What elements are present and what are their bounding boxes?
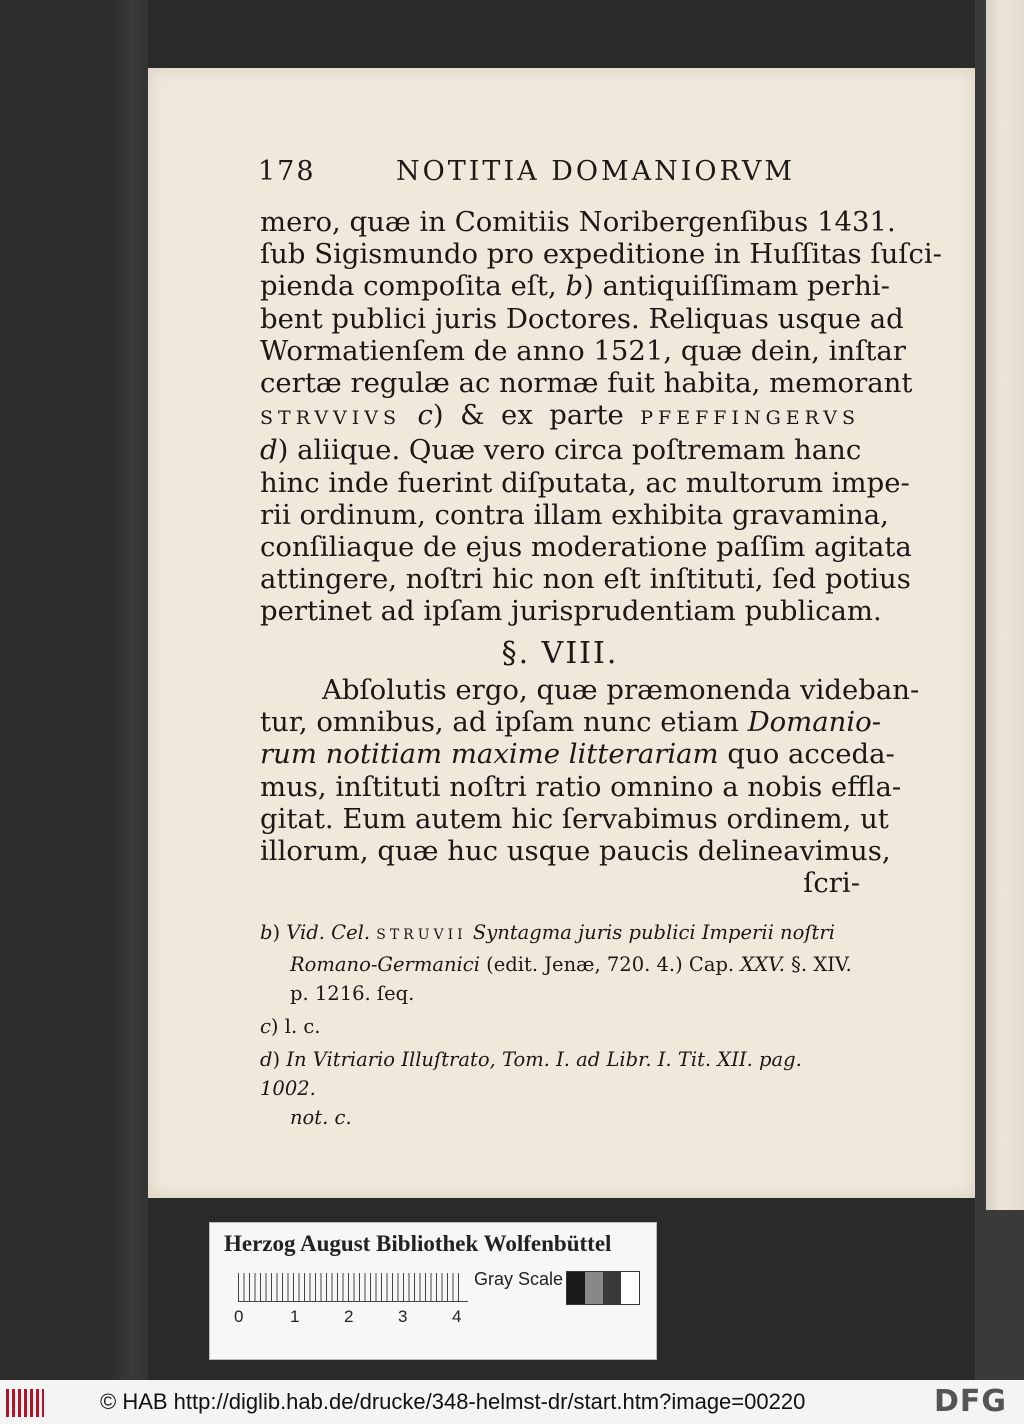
text-line: [260, 334, 906, 367]
text-line: [260, 835, 891, 868]
text-run: illorum, quæ huc usque paucis delineavimus,: [260, 835, 891, 868]
text-run: tur, omnibus, ad ipſam nunc etiam: [260, 706, 748, 739]
text-run: ) l. c.: [270, 1015, 321, 1038]
gray-swatch: [585, 1272, 603, 1304]
ruler-label: 0: [234, 1307, 244, 1326]
text-line: [260, 466, 910, 499]
text-run: d: [260, 434, 278, 467]
catchword: ſcri-: [803, 867, 860, 900]
text-line: [260, 367, 913, 400]
text-run: c: [417, 399, 433, 432]
gray-swatch: [567, 1272, 585, 1304]
text-run: pertinet ad ipſam jurisprudentiam publicam.: [260, 595, 882, 628]
ruler-baseline: [238, 1301, 468, 1302]
text-run: PFEFFINGERVS: [640, 407, 860, 430]
text-line: [260, 302, 904, 335]
gray-scale-swatches: [566, 1271, 640, 1305]
text-line: [260, 498, 889, 531]
dfg-logo: DFG: [934, 1384, 1008, 1419]
text-run: ſub Sigismundo pro expeditione in Huſſitas ſuſci-: [260, 238, 942, 271]
text-run: conſiliaque de ejus moderatione paſſim agitata: [260, 531, 912, 564]
text-line: [260, 674, 920, 706]
ruler-label: 3: [398, 1307, 408, 1326]
footnote-line: [260, 1103, 860, 1132]
text-run: ): [272, 1048, 287, 1071]
ruler-label: 1: [290, 1307, 300, 1326]
text-run: d: [260, 1048, 273, 1071]
body-paragraph-2: [260, 674, 920, 900]
text-run: gitat. Eum autem hic ſervabimus ordinem, ut: [260, 802, 889, 835]
text-run: mero, quæ in Comitiis Noribergenſibus 1431.: [260, 206, 896, 238]
footnotes: [260, 918, 860, 1132]
ruler-ticks: [238, 1273, 460, 1301]
text-line: [260, 563, 911, 596]
facing-page-edge: [986, 0, 1024, 1210]
text-line: [260, 206, 896, 238]
text-run: In Vitriario Illuſtrato, Tom. I. ad Libr. I. Tit. XII. pag. 1002.: [260, 1048, 802, 1100]
text-run: mus, inſtituti noſtri ratio omnino a nobis effla-: [260, 770, 902, 803]
gray-swatch: [603, 1272, 621, 1304]
text-run: bent publici juris Doctores. Reliquas usque ad: [260, 302, 904, 335]
text-line: [260, 706, 881, 739]
text-run: pienda compoſita eſt,: [260, 270, 566, 303]
text-run: p. 1216. ſeq.: [290, 982, 415, 1005]
section-heading: §. VIII.: [501, 636, 619, 671]
gray-swatch: [621, 1272, 639, 1304]
page-number: 178: [258, 156, 316, 187]
text-run: ): [272, 921, 287, 944]
text-run: certæ regulæ ac normæ fuit habita, memorant: [260, 367, 913, 400]
text-run: Vid. Cel.: [286, 921, 377, 944]
ruler-label: 4: [452, 1307, 462, 1326]
ruler-label: 2: [344, 1307, 354, 1326]
text-run: attingere, noſtri hic non eſt inſtituti, ſed potius: [260, 563, 911, 596]
text-run: rum notitiam maxime litterariam: [260, 738, 719, 771]
text-run: Domanio-: [747, 706, 881, 739]
hab-logo-icon: [6, 1389, 44, 1417]
text-run: ) aliique. Quæ vero circa poſtremam hanc: [277, 434, 862, 467]
text-run: rii ordinum, contra illam exhibita gravamina,: [260, 498, 889, 531]
text-run: Abſolutis ergo, quæ præmonenda videban-: [322, 674, 920, 706]
text-line: [260, 595, 882, 628]
text-run: XXV.: [740, 953, 785, 976]
footnote-line: [260, 950, 860, 979]
text-run: hinc inde fuerint diſputata, ac multorum impe-: [260, 466, 910, 499]
color-calibration-bar: [209, 1222, 657, 1360]
footer-copyright-link[interactable]: © HAB http://diglib.hab.de/drucke/348-helmst-dr/start.htm?image=00220: [100, 1389, 806, 1414]
text-line: [260, 238, 942, 271]
footnote-line: [260, 918, 860, 950]
text-run: quo acceda-: [718, 738, 895, 771]
text-run: Romano-Germanici: [290, 953, 480, 976]
text-run: [401, 399, 417, 431]
footnote-line: [260, 1045, 860, 1103]
text-run: b: [260, 921, 273, 944]
text-run: ) antiquiſſimam perhi-: [583, 270, 890, 303]
text-run: §. XIV.: [784, 953, 852, 976]
text-run: ) & ex parte: [432, 399, 641, 432]
footnote-line: [260, 1012, 860, 1041]
gray-scale-label: Gray Scale: [474, 1269, 564, 1289]
text-line: [260, 399, 860, 434]
footer-bar: [0, 1380, 1024, 1424]
book-edge-left: [108, 0, 148, 1380]
text-run: Syntagma juris publici Imperii noſtri: [466, 921, 835, 944]
text-line: [260, 531, 912, 564]
body-paragraph-1: [260, 206, 942, 628]
running-title: NOTITIA DOMANIORVM: [396, 156, 796, 187]
text-line: [260, 270, 890, 303]
text-line: [260, 802, 889, 835]
text-line: [260, 434, 860, 466]
text-run: c: [260, 1015, 271, 1038]
text-run: STRUVII: [376, 927, 467, 943]
text-line: [260, 770, 902, 803]
text-run: STRVVIVS: [260, 407, 402, 430]
book-page: [148, 68, 975, 1198]
footnote-line: [260, 979, 860, 1008]
text-line: [260, 738, 895, 771]
text-run: b: [565, 270, 584, 303]
text-run: Wormatienſem de anno 1521, quæ dein, inſtar: [260, 334, 906, 367]
text-run: (edit. Jenæ, 720. 4.) Cap.: [479, 953, 741, 976]
text-run: not. c.: [290, 1106, 352, 1129]
library-name: Herzog August Bibliothek Wolfenbüttel: [224, 1231, 612, 1256]
